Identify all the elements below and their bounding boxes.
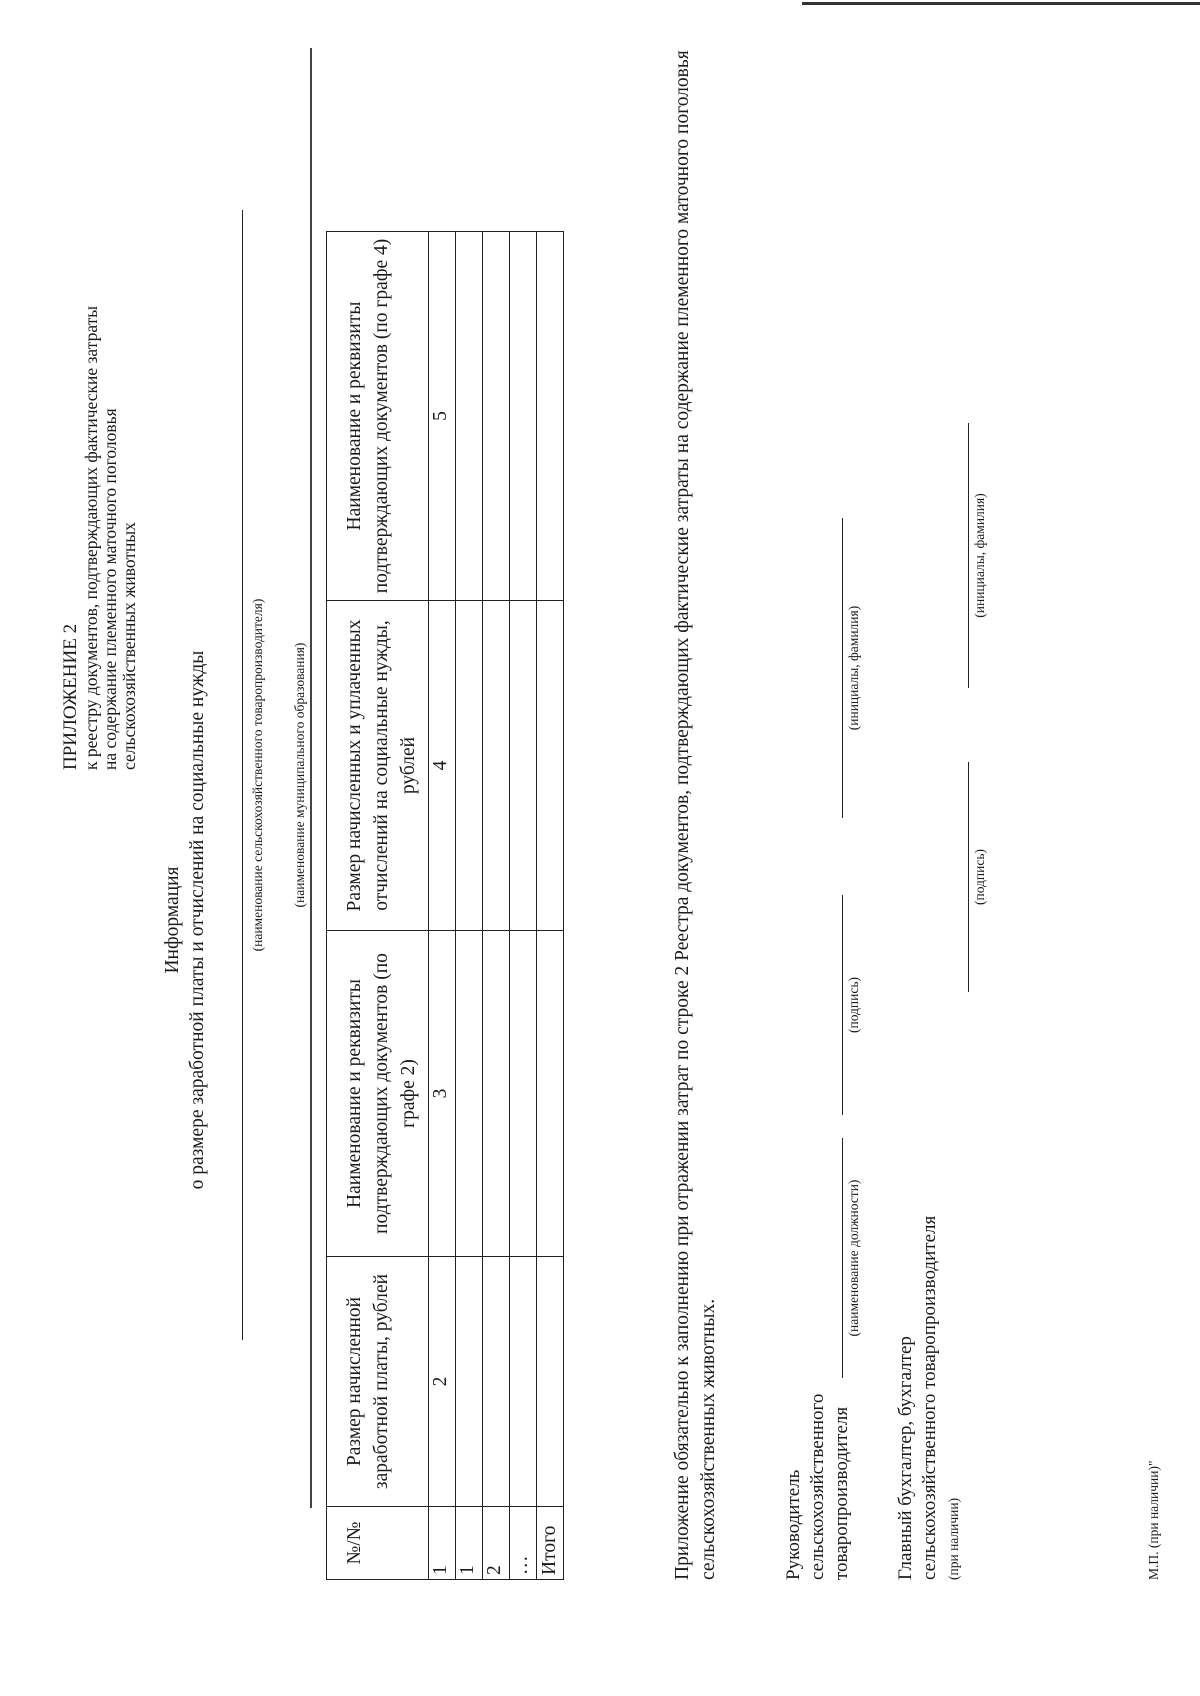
column-number: 2	[429, 1257, 456, 1507]
column-number: 5	[429, 232, 456, 601]
head-signature-line[interactable]	[842, 895, 843, 1115]
head-position-caption: (наименование должности)	[846, 1179, 861, 1337]
accountant-signature-line[interactable]	[968, 762, 969, 992]
accountant-line-1: Главный бухгалтер, бухгалтер	[895, 1336, 916, 1580]
salary-documents-cell[interactable]	[510, 931, 537, 1257]
document-title-block	[160, 540, 210, 1300]
accountant-line-2: сельскохозяйственного товаропроизводителя	[919, 1215, 940, 1580]
stamp-placeholder: М.П. (при наличии)"	[1146, 1460, 1161, 1580]
contribution-documents-cell[interactable]	[483, 232, 510, 601]
fill-in-note: Приложение обязательно к заполнению при отражении затрат по строке 2 Реестра документов, подтверждающих фактические затраты на содержание племенного маточного поголовья сельскохозяйственных животных.	[672, 50, 719, 1580]
total-contributions-cell[interactable]	[537, 601, 564, 931]
header-col-number: №/№	[327, 1507, 429, 1580]
total-row	[537, 232, 564, 1580]
row-number: …	[510, 1507, 537, 1580]
total-contribution-documents-cell[interactable]	[537, 232, 564, 601]
expense-table	[326, 231, 564, 1580]
accountant-initials-line[interactable]	[968, 423, 969, 688]
document-page	[30, 0, 1190, 1630]
contribution-documents-cell[interactable]	[456, 232, 483, 601]
document-subtitle: о размере заработной платы и отчислений на социальные нужды	[187, 650, 208, 1190]
contribution-documents-cell[interactable]	[510, 232, 537, 601]
contributions-cell[interactable]	[483, 601, 510, 931]
header-col-salary-documents: Наименование и реквизиты подтверждающих документов (по графе 2)	[327, 931, 429, 1257]
head-role-label	[782, 1394, 854, 1580]
header-col-social-contributions: Размер начисленных и уплаченных отчислений на социальные нужды, рублей	[327, 601, 429, 931]
contributions-cell[interactable]	[510, 601, 537, 931]
total-salary-documents-cell[interactable]	[537, 931, 564, 1257]
table-row	[510, 232, 537, 1580]
table-header-row	[327, 232, 429, 1580]
total-salary-cell[interactable]	[537, 1257, 564, 1507]
column-number: 4	[429, 601, 456, 931]
accountant-signature-caption: (подпись)	[972, 848, 987, 906]
head-initials-caption: (инициалы, фамилия)	[846, 605, 861, 731]
appendix-line-1: к реестру документов, подтверждающих фактические затраты	[81, 305, 101, 770]
appendix-header	[60, 10, 139, 770]
table-row	[456, 232, 483, 1580]
producer-caption: (наименование сельскохозяйственного товаропроизводителя)	[250, 598, 265, 952]
appendix-line-3: сельскохозяйственных животных	[119, 522, 139, 770]
column-number-row	[429, 232, 456, 1580]
head-position-line[interactable]	[842, 1138, 843, 1378]
accountant-role-label	[894, 1216, 966, 1580]
header-col-salary: Размер начисленной заработной платы, рублей	[327, 1257, 429, 1507]
header-col-contribution-documents: Наименование и реквизиты подтверждающих документов (по графе 4)	[327, 232, 429, 601]
table-row	[483, 232, 510, 1580]
accountant-initials-caption: (инициалы, фамилия)	[972, 493, 987, 618]
head-line-3: товаропроизводителя	[831, 1406, 852, 1580]
salary-documents-cell[interactable]	[456, 931, 483, 1257]
head-line-2: сельскохозяйственного	[807, 1393, 828, 1580]
head-signature-caption: (подпись)	[846, 976, 861, 1034]
head-line-1: Руководитель	[783, 1469, 804, 1580]
row-number: 1	[456, 1507, 483, 1580]
document-title: Информация	[162, 866, 183, 974]
salary-cell[interactable]	[456, 1257, 483, 1507]
salary-cell[interactable]	[483, 1257, 510, 1507]
column-number: 1	[429, 1507, 456, 1580]
head-initials-line[interactable]	[842, 518, 843, 818]
appendix-line-2: на содержание племенного маточного поголовья	[100, 408, 120, 770]
appendix-title: ПРИЛОЖЕНИЕ 2	[60, 623, 81, 770]
accountant-if-available: (при наличии)	[946, 1497, 961, 1580]
salary-cell[interactable]	[510, 1257, 537, 1507]
column-number: 3	[429, 931, 456, 1257]
total-label: Итого	[537, 1507, 564, 1580]
municipality-caption: (наименование муниципального образования)	[292, 642, 307, 908]
producer-field-line[interactable]	[242, 210, 243, 1340]
salary-documents-cell[interactable]	[483, 931, 510, 1257]
contributions-cell[interactable]	[456, 601, 483, 931]
row-number: 2	[483, 1507, 510, 1580]
